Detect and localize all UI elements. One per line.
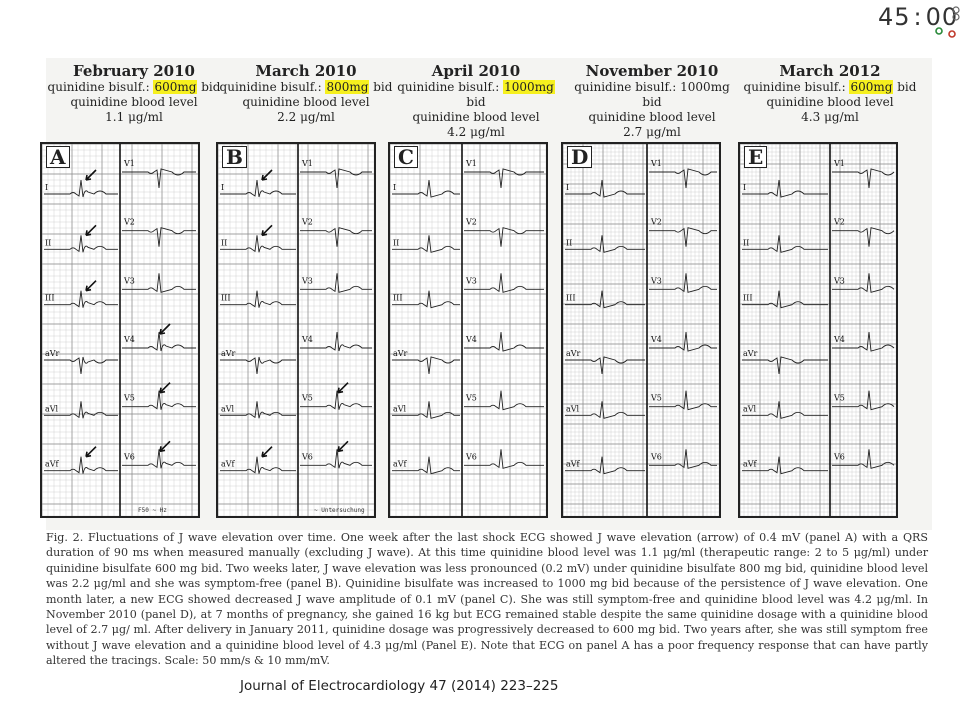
lead-label: aVl — [221, 404, 235, 414]
strip-footer: ~ Untersuchung — [314, 507, 365, 514]
panel-header-d — [564, 58, 740, 140]
lead-label: II — [45, 238, 52, 248]
ecg-grid — [390, 144, 546, 516]
figure-caption — [46, 530, 928, 669]
lead-label: V2 — [124, 217, 135, 227]
lead-label: V1 — [834, 159, 845, 168]
panel-letter-label: B — [222, 146, 247, 168]
lead-label: V3 — [124, 276, 135, 286]
panel-dose: quinidine bisulf.: 800mg bid — [219, 80, 393, 94]
lead-label: V5 — [466, 393, 477, 403]
ecg-panel-d — [561, 142, 721, 518]
timer-seconds: 00 — [925, 3, 959, 31]
lead-label: aVr — [393, 349, 408, 358]
lead-label: aVl — [743, 404, 757, 414]
ecg-panel-a — [40, 142, 200, 518]
blood-level-value: 1.1 μg/ml — [105, 110, 163, 124]
panel-header-e — [742, 58, 918, 125]
blood-level-label: quinidine blood level — [242, 95, 370, 109]
panel-header-c — [388, 58, 564, 140]
lead-label: V3 — [466, 276, 477, 286]
lead-label: V5 — [834, 393, 845, 403]
blood-level-value: 2.7 μg/ml — [623, 125, 681, 139]
timer-minutes: 45 — [878, 3, 911, 31]
ecg-grid — [42, 144, 198, 516]
lead-label: V4 — [466, 335, 477, 344]
lead-label: V1 — [466, 159, 477, 168]
lead-label: V5 — [651, 393, 662, 403]
panel-letter-label: E — [744, 146, 767, 168]
panel-date: April 2010 — [431, 62, 521, 80]
lead-label: V4 — [834, 335, 845, 344]
lead-label: V1 — [124, 159, 135, 168]
lead-label: V6 — [124, 452, 135, 462]
lead-label: aVl — [393, 404, 407, 414]
lead-label: I — [45, 183, 49, 192]
lead-label: aVr — [45, 349, 60, 358]
panel-letter-label: C — [394, 146, 418, 168]
panel-dose: quinidine bisulf.: 1000mg bid — [397, 80, 554, 109]
lead-label: V6 — [466, 452, 477, 462]
lead-label: aVf — [45, 459, 59, 469]
lead-label: aVf — [393, 459, 407, 469]
ecg-panel-c — [388, 142, 548, 518]
blood-level-label: quinidine blood level — [588, 110, 716, 124]
blood-level-value: 4.3 μg/ml — [801, 110, 859, 124]
dose-value: 600mg — [154, 80, 197, 94]
timer-separator: : — [913, 3, 923, 31]
dose-value: 1000mg — [504, 80, 554, 94]
panel-header-b — [218, 58, 394, 125]
panel-date: November 2010 — [585, 62, 719, 80]
lead-label: aVf — [566, 459, 580, 469]
panel-date: March 2010 — [255, 62, 357, 80]
dose-value: 1000mg — [680, 80, 730, 94]
ecg-grid — [740, 144, 896, 516]
lead-label: I — [743, 183, 747, 192]
panel-dose: quinidine bisulf.: 600mg bid — [743, 80, 917, 94]
lead-label: V3 — [651, 276, 662, 286]
lead-label: V4 — [302, 335, 313, 344]
caption-text: Fig. 2. Fluctuations of J wave elevation over time. One week after the last shock ECG showed J wave elevation (arrow) of 0.4 mV (panel A) with a QRS duration of 90 ms when measured manually (excluding J wave). At this time quinidine blood level was 1.1 μg/ml (therapeutic range: 2 to 5 μg/ml) under quinidine bisulfate 600 mg bid. Two weeks later, J wave elevation was less pronounced (0.2 mV) under quinidine bisulfate 800 mg bid, quinidine blood level was 2.2 μg/ml and she was symptom-free (panel B). Quinidine bisulfate was increased to 1000 mg bid because of the persistence of J wave elevation. One month later, a new ECG showed decreased J wave amplitude of 0.1 mV (panel C). She was still symptom-free and quinidine blood level was 4.2 μg/ml. In November 2010 (panel D), at 7 months of pregnancy, she gained 16 kg but ECG remained stable despite the same quinidine dosage with a quinidine blood level of 2.7 μg/ ml. After delivery in January 2011, quinidine dosage was progressively decreased to 600 mg bid. Two years after, she was still symptom free without J wave elevation and a quinidine blood level of 4.3 μg/ml (Panel E). Note that ECG on panel A has a poor frequency response that can have partly altered the tracings. Scale: 50 mm/s & 10 mm/mV. — [46, 531, 928, 668]
panel-date: February 2010 — [73, 62, 195, 80]
lead-label: V3 — [834, 276, 845, 286]
lead-label: II — [566, 238, 573, 248]
lead-label: V5 — [302, 393, 313, 403]
lead-label: V2 — [466, 217, 477, 227]
panel-letter-label: A — [46, 146, 70, 168]
panel-letter-label: D — [567, 146, 592, 168]
blood-level-label: quinidine blood level — [766, 95, 894, 109]
lead-label: II — [393, 238, 400, 248]
ecg-grid — [563, 144, 719, 516]
lead-label: aVr — [221, 349, 236, 358]
lead-label: aVr — [743, 349, 758, 358]
panel-header-a — [46, 58, 222, 125]
blood-level-value: 2.2 μg/ml — [277, 110, 335, 124]
lead-label: V2 — [834, 217, 845, 227]
ecg-grid — [218, 144, 374, 516]
panel-date: March 2012 — [779, 62, 881, 80]
lead-label: V6 — [651, 452, 662, 462]
lead-label: III — [393, 293, 403, 303]
blood-level-label: quinidine blood level — [412, 110, 540, 124]
journal-citation: Journal of Electrocardiology 47 (2014) 223–225 — [240, 678, 559, 694]
blood-level-value: 4.2 μg/ml — [447, 125, 505, 139]
lead-label: aVl — [566, 404, 580, 414]
lead-label: aVf — [221, 459, 235, 469]
lead-label: V1 — [651, 159, 662, 168]
lead-label: aVr — [566, 349, 581, 358]
lead-label: I — [566, 183, 570, 192]
lead-label: aVf — [743, 459, 757, 469]
lead-label: III — [221, 293, 231, 303]
lead-label: V2 — [302, 217, 313, 227]
lead-label: V6 — [302, 452, 313, 462]
lead-label: III — [743, 293, 753, 303]
blood-level-label: quinidine blood level — [70, 95, 198, 109]
panel-dose: quinidine bisulf.: 600mg bid — [47, 80, 221, 94]
ecg-panel-e — [738, 142, 898, 518]
lead-label: III — [566, 293, 576, 303]
lead-label: aVl — [45, 404, 59, 414]
lead-label: V5 — [124, 393, 135, 403]
dose-value: 600mg — [850, 80, 893, 94]
lead-label: V6 — [834, 452, 845, 462]
lead-label: III — [45, 293, 55, 303]
dose-value: 800mg — [326, 80, 369, 94]
strip-footer: F50 ~ Hz — [138, 507, 167, 514]
panel-dose: quinidine bisulf.: 1000mg bid — [574, 80, 730, 109]
lead-label: I — [393, 183, 397, 192]
lead-label: I — [221, 183, 225, 192]
figure-ecg-panels — [46, 58, 932, 530]
ecg-panel-b — [216, 142, 376, 518]
lead-label: V1 — [302, 159, 313, 168]
lead-label: V2 — [651, 217, 662, 227]
lead-label: V3 — [302, 276, 313, 286]
lead-label: V4 — [651, 335, 662, 344]
lead-label: II — [221, 238, 228, 248]
lead-label: V4 — [124, 335, 135, 344]
lead-label: II — [743, 238, 750, 248]
decorative-dots-icon — [930, 4, 960, 40]
